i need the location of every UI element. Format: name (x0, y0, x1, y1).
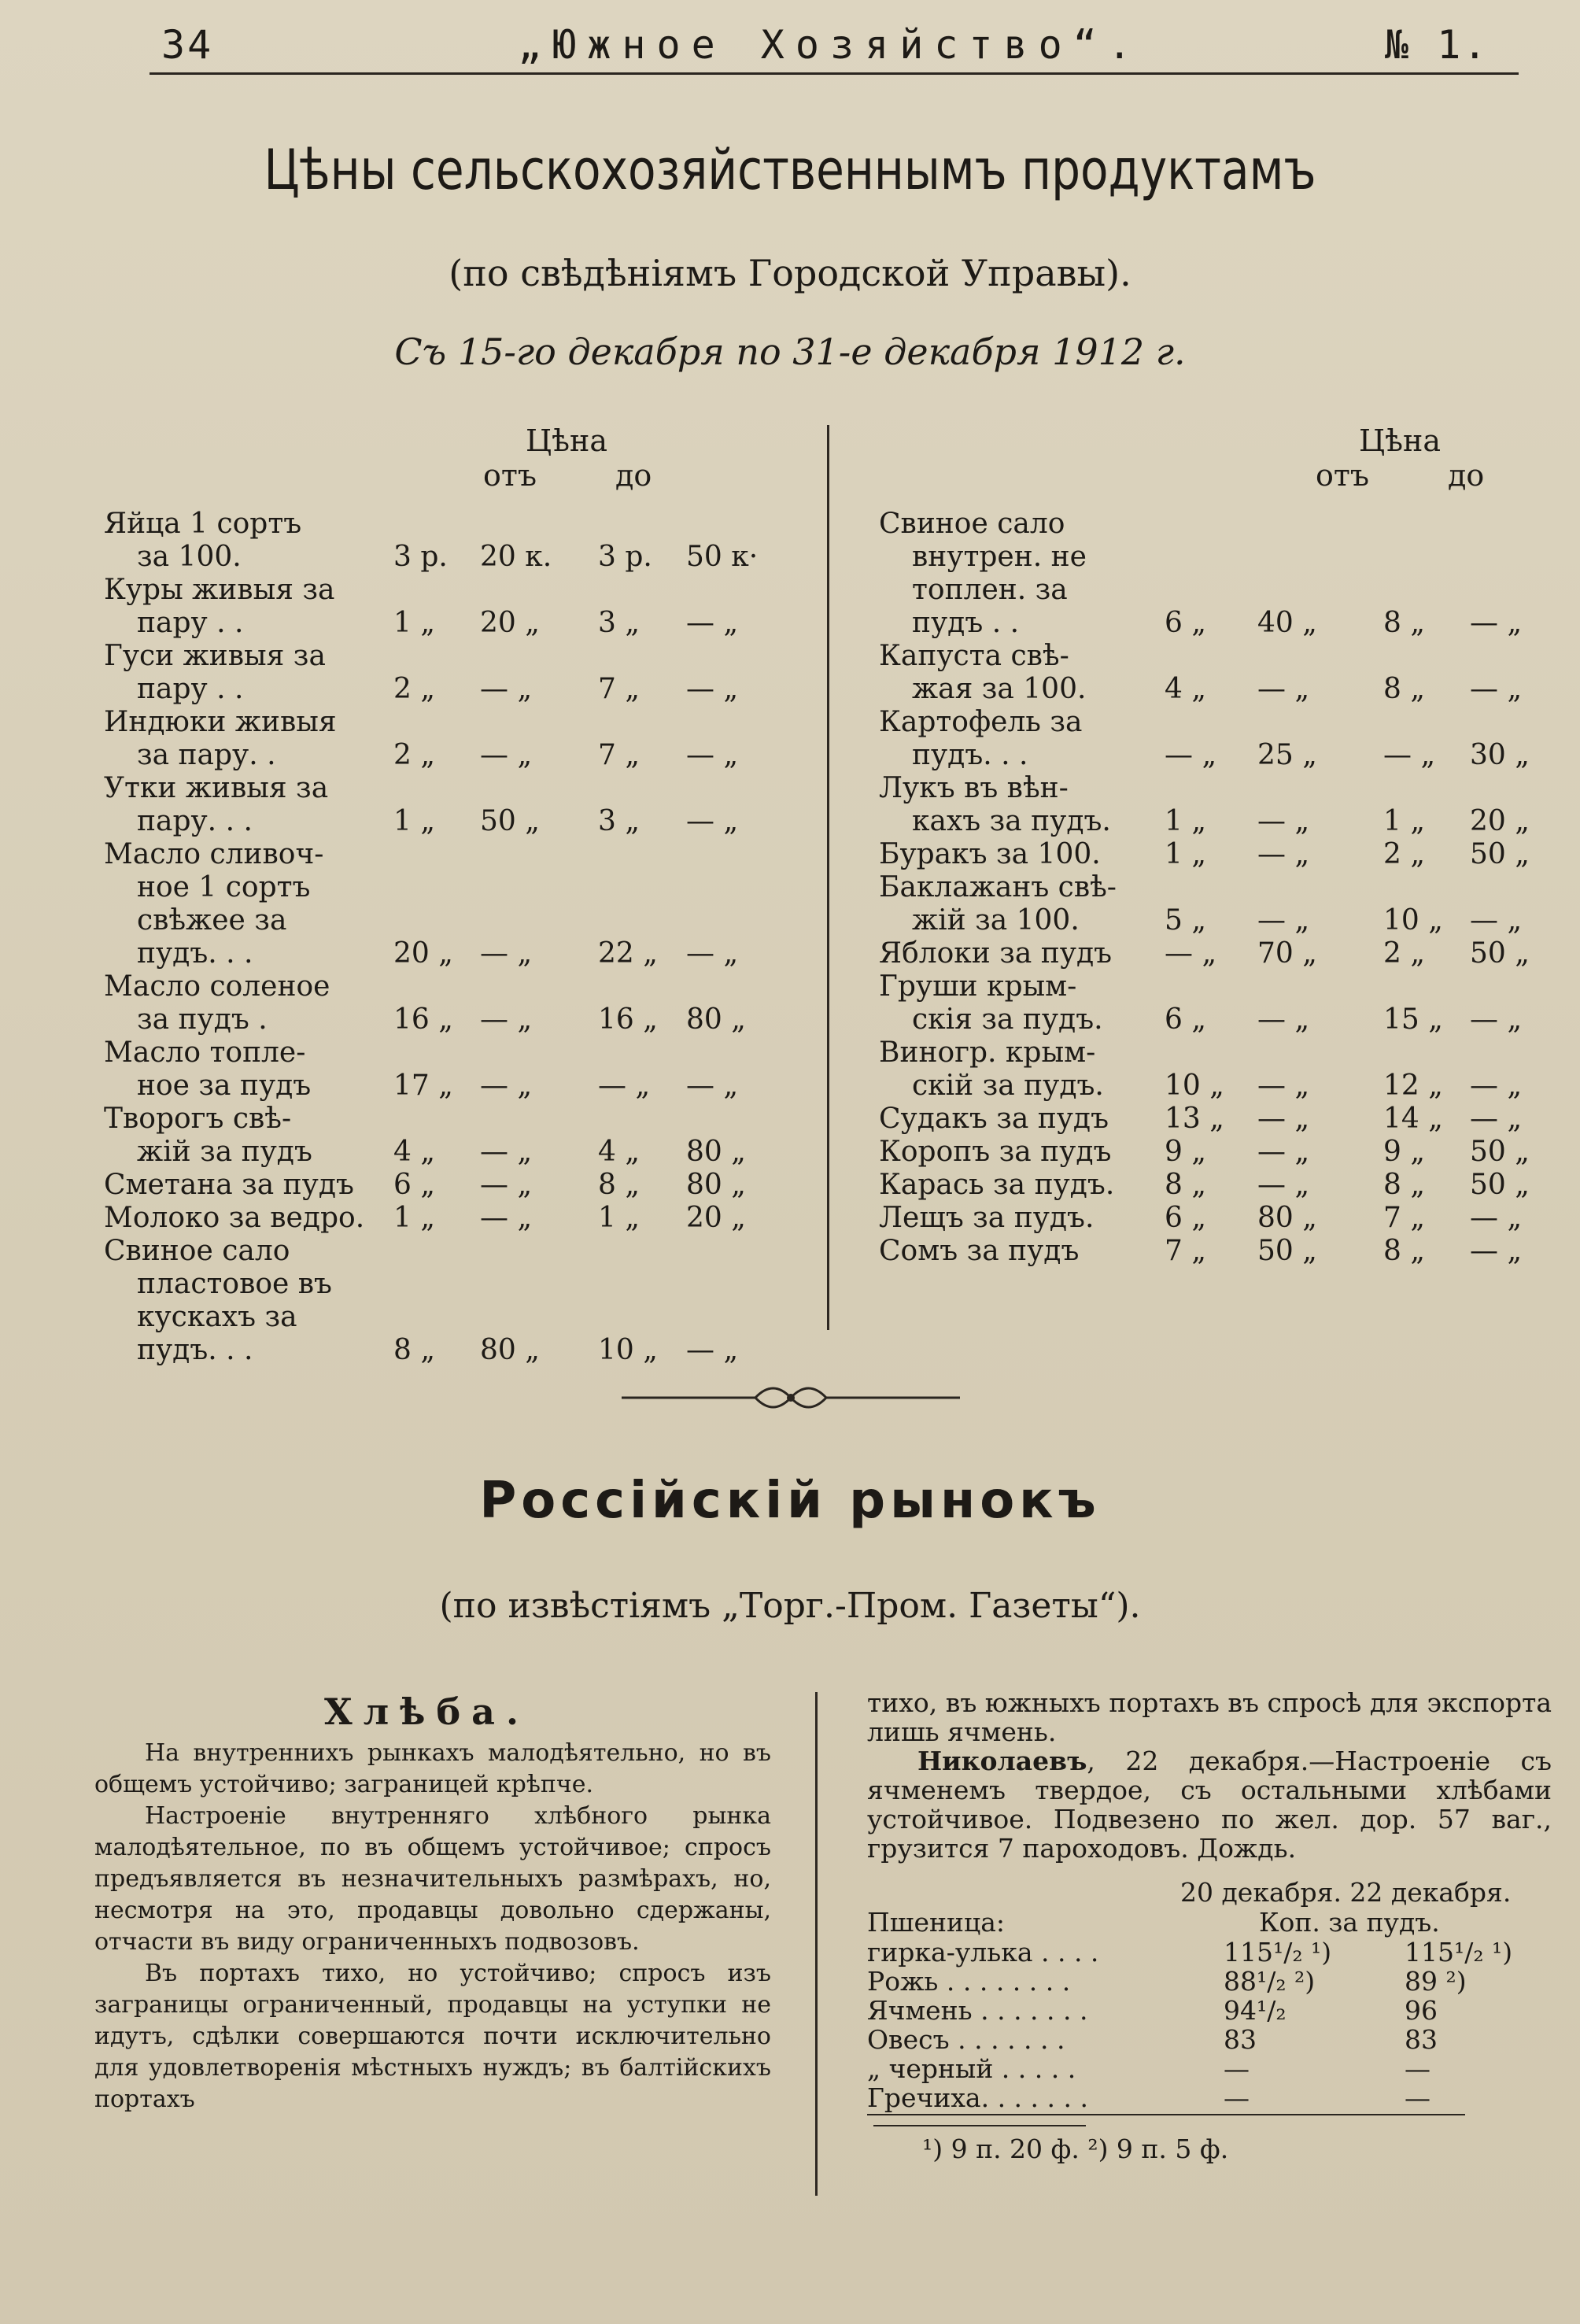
price-item-label: за пудъ . (137, 1003, 268, 1036)
grain-name: Ячмень . . . . . . . (867, 1995, 1088, 2026)
price-value-from-k: — „ (480, 673, 533, 705)
grain-v2: 89 ²) (1405, 1966, 1467, 1997)
price-item-label: Утки живыя за (104, 772, 329, 804)
price-value-from-k: — „ (480, 937, 533, 970)
price-item-label: Масло топле- (104, 1036, 306, 1069)
price-item-label: Яйца 1 сортъ (104, 508, 302, 540)
footnotes: ¹) 9 п. 20 ф. ²) 9 п. 5 ф. (922, 2134, 1229, 2164)
price-units: Коп. за пудъ. (1259, 1907, 1440, 1938)
price-value-from-k: 40 „ (1257, 607, 1317, 639)
left-to-heading: до (615, 458, 652, 493)
price-item-label: Куры живыя за (104, 574, 335, 606)
price-value-to-k: 20 „ (686, 1202, 746, 1234)
price-value-from-k: — „ (480, 1070, 533, 1102)
nikolaev-city: Николаевъ (917, 1746, 1087, 1776)
price-value-from-k: 20 „ (480, 607, 540, 639)
price-item-label: Лещъ за пудъ. (879, 1202, 1095, 1234)
price-value-from-k: — „ (480, 1169, 533, 1201)
price-value-from-r: 2 „ (393, 739, 435, 771)
price-item-label: Баклажанъ свѣ- (879, 871, 1117, 903)
price-item-label: внутрен. не (912, 541, 1087, 573)
market-column-divider (815, 1692, 818, 2196)
price-value-from-r: 8 „ (1165, 1169, 1206, 1201)
price-item-label: пару . . (137, 673, 244, 705)
price-value-to-r: — „ (1383, 739, 1436, 771)
price-item-label: пластовое въ (137, 1268, 332, 1300)
price-value-from-k: — „ (1257, 673, 1310, 705)
price-value-from-r: 5 „ (1165, 904, 1206, 937)
price-value-to-k: — „ (1470, 1070, 1523, 1102)
price-value-to-k: — „ (686, 805, 739, 837)
section2-title: Россійскій рынокъ (479, 1472, 1101, 1530)
price-value-to-r: 3 „ (598, 805, 640, 837)
price-value-from-r: 2 „ (393, 673, 435, 705)
grain-paragraph: На внутреннихъ рынкахъ малодѣятельно, но въ общемъ устойчиво; заграницей крѣпче. (94, 1739, 771, 1798)
price-item-label: Творогъ свѣ- (104, 1103, 292, 1135)
price-value-to-r: 4 „ (598, 1136, 640, 1168)
price-item-label: Молоко за ведро. (104, 1202, 365, 1234)
price-value-to-r: 10 „ (598, 1334, 658, 1366)
price-value-to-k: — „ (1470, 1003, 1523, 1036)
price-value-from-r: 16 „ (393, 1003, 453, 1036)
price-value-from-k: — „ (1257, 805, 1310, 837)
journal-title: „Южное Хозяйство“. (518, 22, 1143, 68)
section1-source: (по свѣдѣніямъ Городской Управы). (449, 252, 1131, 294)
right-to-heading: до (1448, 458, 1485, 493)
price-value-from-k: 80 „ (1257, 1202, 1317, 1234)
price-item-label: Карась за пудъ. (879, 1169, 1115, 1201)
price-value-to-k: — „ (686, 937, 739, 970)
price-item-label: Гуси живыя за (104, 640, 326, 672)
price-value-from-k: 20 к. (480, 541, 552, 573)
ornament-divider-icon (622, 1384, 960, 1412)
price-item-label: жій за пудъ (137, 1136, 312, 1168)
price-value-from-r: 4 „ (1165, 673, 1206, 705)
price-value-from-r: 3 р. (393, 541, 448, 573)
grain-v2: — (1405, 2053, 1430, 2084)
price-value-from-r: — „ (1165, 937, 1217, 970)
price-value-to-r: 3 „ (598, 607, 640, 639)
price-item-label: скія за пудъ. (912, 1003, 1103, 1036)
grain-v1: — (1224, 2053, 1250, 2084)
price-value-to-r: 7 „ (1383, 1202, 1425, 1234)
header-rule (150, 72, 1519, 75)
price-value-from-k: 70 „ (1257, 937, 1317, 970)
price-item-label: Индюки живыя (104, 706, 337, 738)
price-value-from-r: 17 „ (393, 1070, 453, 1102)
price-value-to-k: — „ (1470, 1103, 1523, 1135)
price-value-from-k: 80 „ (480, 1334, 540, 1366)
price-value-to-k: 80 „ (686, 1169, 746, 1201)
right-price-heading: Цѣна (1359, 423, 1442, 458)
price-item-label: Свиное сало (879, 508, 1065, 540)
price-value-to-r: 8 „ (1383, 673, 1425, 705)
price-value-from-r: — „ (1165, 739, 1217, 771)
issue-number: № 1. (1385, 22, 1490, 68)
price-value-to-k: 50 „ (1470, 937, 1530, 970)
price-item-label: Лукъ въ вѣн- (879, 772, 1069, 804)
price-value-from-r: 9 „ (1165, 1136, 1206, 1168)
grain-v2: — (1405, 2082, 1430, 2113)
price-value-from-k: — „ (1257, 838, 1310, 870)
price-value-to-k: 50 „ (1470, 1136, 1530, 1168)
right-from-heading: отъ (1316, 458, 1370, 493)
price-item-label: Коропъ за пудъ (879, 1136, 1112, 1168)
price-value-from-k: — „ (1257, 1103, 1310, 1135)
price-item-label: за пару. . (137, 739, 276, 771)
price-value-from-r: 1 „ (1165, 805, 1206, 837)
price-value-from-r: 20 „ (393, 937, 453, 970)
price-value-from-r: 1 „ (1165, 838, 1206, 870)
price-value-to-r: 16 „ (598, 1003, 658, 1036)
price-value-to-k: 30 „ (1470, 739, 1530, 771)
grain-v1: 83 (1224, 2024, 1257, 2055)
price-value-to-k: — „ (686, 1070, 739, 1102)
price-value-to-k: — „ (1470, 1235, 1523, 1267)
price-column-divider (827, 425, 829, 1330)
price-item-label: кахъ за пудъ. (912, 805, 1111, 837)
price-value-from-r: 8 „ (393, 1334, 435, 1366)
price-value-to-r: 15 „ (1383, 1003, 1443, 1036)
price-item-label: жая за 100. (912, 673, 1087, 705)
price-item-label: Капуста свѣ- (879, 640, 1069, 672)
price-value-to-r: 14 „ (1383, 1103, 1443, 1135)
price-value-to-r: 7 „ (598, 739, 640, 771)
price-item-label: Картофель за (879, 706, 1083, 738)
section2-source: (по извѣстіямъ „Торг.-Пром. Газеты“). (439, 1586, 1141, 1626)
price-item-label: пару. . . (137, 805, 253, 837)
grain-name: гирка-улька . . . . (867, 1937, 1099, 1967)
price-value-to-r: 7 „ (598, 673, 640, 705)
price-value-to-r: 2 „ (1383, 838, 1425, 870)
price-value-to-k: — „ (1470, 673, 1523, 705)
price-item-label: Виногр. крым- (879, 1036, 1096, 1069)
price-item-label: пудъ. . . (912, 739, 1028, 771)
price-item-label: ное за пудъ (137, 1070, 312, 1102)
price-item-label: Судакъ за пудъ (879, 1103, 1109, 1135)
price-value-to-r: 8 „ (1383, 1235, 1425, 1267)
grain-name: Овесъ . . . . . . . (867, 2024, 1065, 2055)
price-value-from-r: 6 „ (1165, 607, 1206, 639)
grain-paragraph: Въ портахъ тихо, но устойчиво; спросъ изъ заграницы ограниченный, продавцы на уступки не идутъ, сдѣлки совершаются почти исключительно для удовлетворенія мѣстныхъ нуждъ; въ балтійскихъ портахъ (94, 1960, 771, 2113)
grain-v1: 115¹/₂ ¹) (1224, 1937, 1332, 1967)
grain-right-intro: тихо, въ южныхъ портахъ въ спросѣ для экспорта лишь ячмень. (867, 1687, 1552, 1747)
price-value-to-k: — „ (1470, 904, 1523, 937)
price-value-from-r: 6 „ (1165, 1202, 1206, 1234)
price-value-to-k: 20 „ (1470, 805, 1530, 837)
grain-name: „ черный . . . . . (867, 2053, 1076, 2084)
price-value-from-r: 10 „ (1165, 1070, 1224, 1102)
grain-name: Рожь . . . . . . . . (867, 1966, 1071, 1997)
price-value-to-k: 80 „ (686, 1136, 746, 1168)
price-value-from-k: — „ (480, 1136, 533, 1168)
grain-v2: 96 (1405, 1995, 1438, 2026)
price-value-from-r: 4 „ (393, 1136, 435, 1168)
price-value-from-k: — „ (1257, 1136, 1310, 1168)
price-value-to-r: — „ (598, 1070, 651, 1102)
price-value-from-k: 50 „ (1257, 1235, 1317, 1267)
price-value-to-r: 8 „ (598, 1169, 640, 1201)
price-value-to-r: 9 „ (1383, 1136, 1425, 1168)
price-item-label: пудъ . . (912, 607, 1020, 639)
price-item-label: жій за 100. (912, 904, 1080, 937)
price-item-label: Груши крым- (879, 970, 1077, 1003)
price-value-to-k: 80 „ (686, 1003, 746, 1036)
grain-name: Гречиха. . . . . . . (867, 2082, 1088, 2113)
price-item-label: за 100. (137, 541, 242, 573)
price-value-to-r: 1 „ (598, 1202, 640, 1234)
footnote-rule (873, 2125, 1086, 2126)
price-value-to-k: — „ (686, 739, 739, 771)
price-item-label: топлен. за (912, 574, 1068, 606)
left-price-heading: Цѣна (526, 423, 608, 458)
price-value-to-r: 22 „ (598, 937, 658, 970)
price-value-to-r: 3 р. (598, 541, 652, 573)
price-value-from-k: — „ (480, 739, 533, 771)
price-item-label: Яблоки за пудъ (879, 937, 1113, 970)
price-value-from-r: 7 „ (1165, 1235, 1206, 1267)
price-value-to-r: 8 „ (1383, 1169, 1425, 1201)
price-value-from-r: 1 „ (393, 607, 435, 639)
price-value-to-k: — „ (686, 607, 739, 639)
price-value-from-k: — „ (1257, 904, 1310, 937)
grain-v1: 94¹/₂ (1224, 1995, 1287, 2026)
price-value-from-k: — „ (1257, 1169, 1310, 1201)
price-value-from-k: 50 „ (480, 805, 540, 837)
left-from-heading: отъ (483, 458, 537, 493)
price-item-label: Масло сливоч- (104, 838, 324, 870)
price-value-to-k: — „ (1470, 1202, 1523, 1234)
price-value-from-r: 6 „ (393, 1169, 435, 1201)
price-item-label: пару . . (137, 607, 244, 639)
price-value-to-r: 1 „ (1383, 805, 1425, 837)
grain-v1: 88¹/₂ ²) (1224, 1966, 1316, 1997)
price-value-from-k: — „ (480, 1202, 533, 1234)
price-item-label: кускахъ за (137, 1301, 297, 1333)
nikolaev-report (867, 1746, 1552, 1863)
price-item-label: ное 1 сортъ (137, 871, 311, 903)
grain-v2: 115¹/₂ ¹) (1405, 1937, 1513, 1967)
wheat-heading: Пшеница: (867, 1907, 1005, 1938)
price-item-label: свѣжее за (137, 904, 287, 937)
section1-title: Цѣны сельскохозяйственнымъ продуктамъ (264, 138, 1316, 202)
price-item-label: Свиное сало (104, 1235, 290, 1267)
price-item-label: скій за пудъ. (912, 1070, 1104, 1102)
price-value-to-r: 8 „ (1383, 607, 1425, 639)
section1-period: Съ 15-го декабря по 31-е декабря 1912 г. (394, 331, 1186, 373)
price-value-from-r: 1 „ (393, 805, 435, 837)
grain-left-text (94, 1738, 771, 2115)
price-value-to-k: — „ (686, 673, 739, 705)
price-value-to-k: 50 „ (1470, 838, 1530, 870)
grain-v1: — (1224, 2082, 1250, 2113)
price-value-to-k: — „ (1470, 607, 1523, 639)
grain-paragraph: Настроеніе внутренняго хлѣбного рынка малодѣятельное, по въ общемъ устойчивое; спросъ предъявляется въ незначительныхъ размѣрахъ, но, несмотря на это, продавцы довольно сдержаны, отчасти въ виду ограниченныхъ подвозовъ. (94, 1802, 771, 1956)
price-value-to-r: 2 „ (1383, 937, 1425, 970)
price-value-to-k: 50 к· (686, 541, 759, 573)
grain-subtitle: Хлѣба. (324, 1690, 530, 1733)
price-value-from-r: 1 „ (393, 1202, 435, 1234)
price-value-from-k: — „ (1257, 1070, 1310, 1102)
price-value-from-r: 6 „ (1165, 1003, 1206, 1036)
price-value-from-k: — „ (1257, 1003, 1310, 1036)
price-value-to-k: 50 „ (1470, 1169, 1530, 1201)
price-value-to-k: — „ (686, 1334, 739, 1366)
nikolaev-text: , 22 декабря.—Настроеніе съ ячменемъ твердое, съ остальными хлѣбами устойчивое. Подвезено по жел. дор. 57 ваг., грузится 7 пароходовъ. Дождь. (867, 1746, 1552, 1864)
grain-v2: 83 (1405, 2024, 1438, 2055)
price-item-label: Буракъ за 100. (879, 838, 1101, 870)
price-item-label: Масло соленое (104, 970, 330, 1003)
price-item-label: пудъ. . . (137, 1334, 253, 1366)
price-value-to-r: 10 „ (1383, 904, 1443, 937)
price-value-from-r: 13 „ (1165, 1103, 1224, 1135)
price-value-from-k: — „ (480, 1003, 533, 1036)
price-value-from-k: 25 „ (1257, 739, 1317, 771)
report-dates: 20 декабря. 22 декабря. (1180, 1877, 1512, 1908)
price-item-label: Сметана за пудъ (104, 1169, 354, 1201)
price-value-to-r: 12 „ (1383, 1070, 1443, 1102)
price-item-label: пудъ. . . (137, 937, 253, 970)
page-number: 34 (161, 22, 214, 68)
price-item-label: Сомъ за пудъ (879, 1235, 1080, 1267)
table-bottom-rule (867, 2114, 1465, 2115)
